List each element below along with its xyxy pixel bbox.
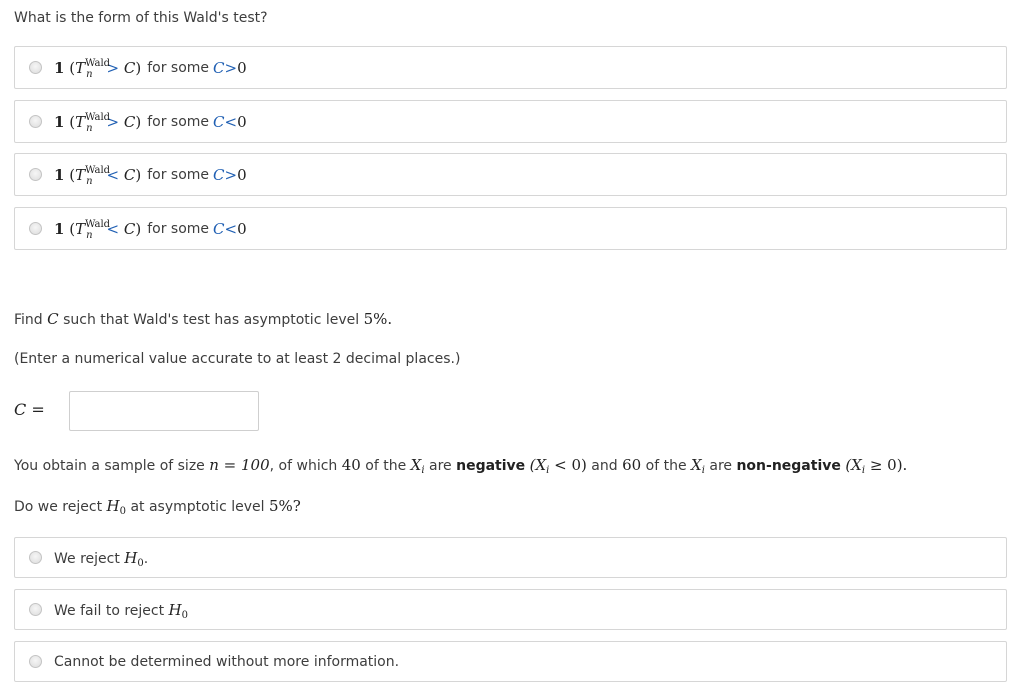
- q3-option-reject[interactable]: [14, 537, 1007, 578]
- option-for-some: for some: [147, 59, 210, 76]
- q3-option-undetermined[interactable]: [14, 641, 1007, 682]
- q1-option-4[interactable]: [14, 207, 1007, 250]
- q1-option-1[interactable]: [14, 46, 1007, 89]
- question-3-prompt: Do we reject $H_0$ at asymptotic level 5%?: [14, 497, 301, 517]
- option-for-some: for some: [147, 113, 210, 130]
- option-formula: 1 $(T^{Wald}_n > C)$: [54, 111, 142, 134]
- option-formula: 1 $(T^{Wald}_n < C)$: [54, 164, 142, 187]
- question-3-context: You obtain a sample of size n = 100, of which 40 of the $X_i$ are negative $(X_i < 0)$ and 60 of the $X_i$ are non-negative $(X_i \ge 0)$.: [14, 456, 908, 476]
- option-for-some: for some: [147, 166, 210, 183]
- question-2-prompt: Find C such that Wald's test has asymptotic level 5%.: [14, 310, 393, 328]
- radio-button[interactable]: [29, 168, 42, 181]
- q1-option-2[interactable]: [14, 100, 1007, 143]
- question-1-prompt: What is the form of this Wald's test?: [14, 10, 268, 26]
- answer-input[interactable]: [69, 391, 259, 431]
- q3-option-fail-to-reject[interactable]: [14, 589, 1007, 630]
- option-label: Cannot be determined without more information.: [54, 653, 400, 670]
- option-condition: C>0: [213, 58, 247, 77]
- answer-label: C =: [14, 400, 45, 419]
- option-label: We fail to reject $H_0$: [54, 600, 189, 621]
- radio-button[interactable]: [29, 603, 42, 616]
- option-condition: C<0: [213, 219, 247, 238]
- question-2-hint: (Enter a numerical value accurate to at least 2 decimal places.): [14, 351, 461, 367]
- radio-button[interactable]: [29, 551, 42, 564]
- option-for-some: for some: [147, 220, 210, 237]
- option-formula: 1 $(T^{Wald}_n > C)$: [54, 57, 142, 80]
- radio-button[interactable]: [29, 655, 42, 668]
- radio-button[interactable]: [29, 222, 42, 235]
- radio-button[interactable]: [29, 61, 42, 74]
- q1-option-3[interactable]: [14, 153, 1007, 196]
- option-formula: 1 $(T^{Wald}_n < C)$: [54, 218, 142, 241]
- option-condition: C>0: [213, 165, 247, 184]
- radio-button[interactable]: [29, 115, 42, 128]
- option-label: We reject $H_0$.: [54, 548, 149, 569]
- option-condition: C<0: [213, 112, 247, 131]
